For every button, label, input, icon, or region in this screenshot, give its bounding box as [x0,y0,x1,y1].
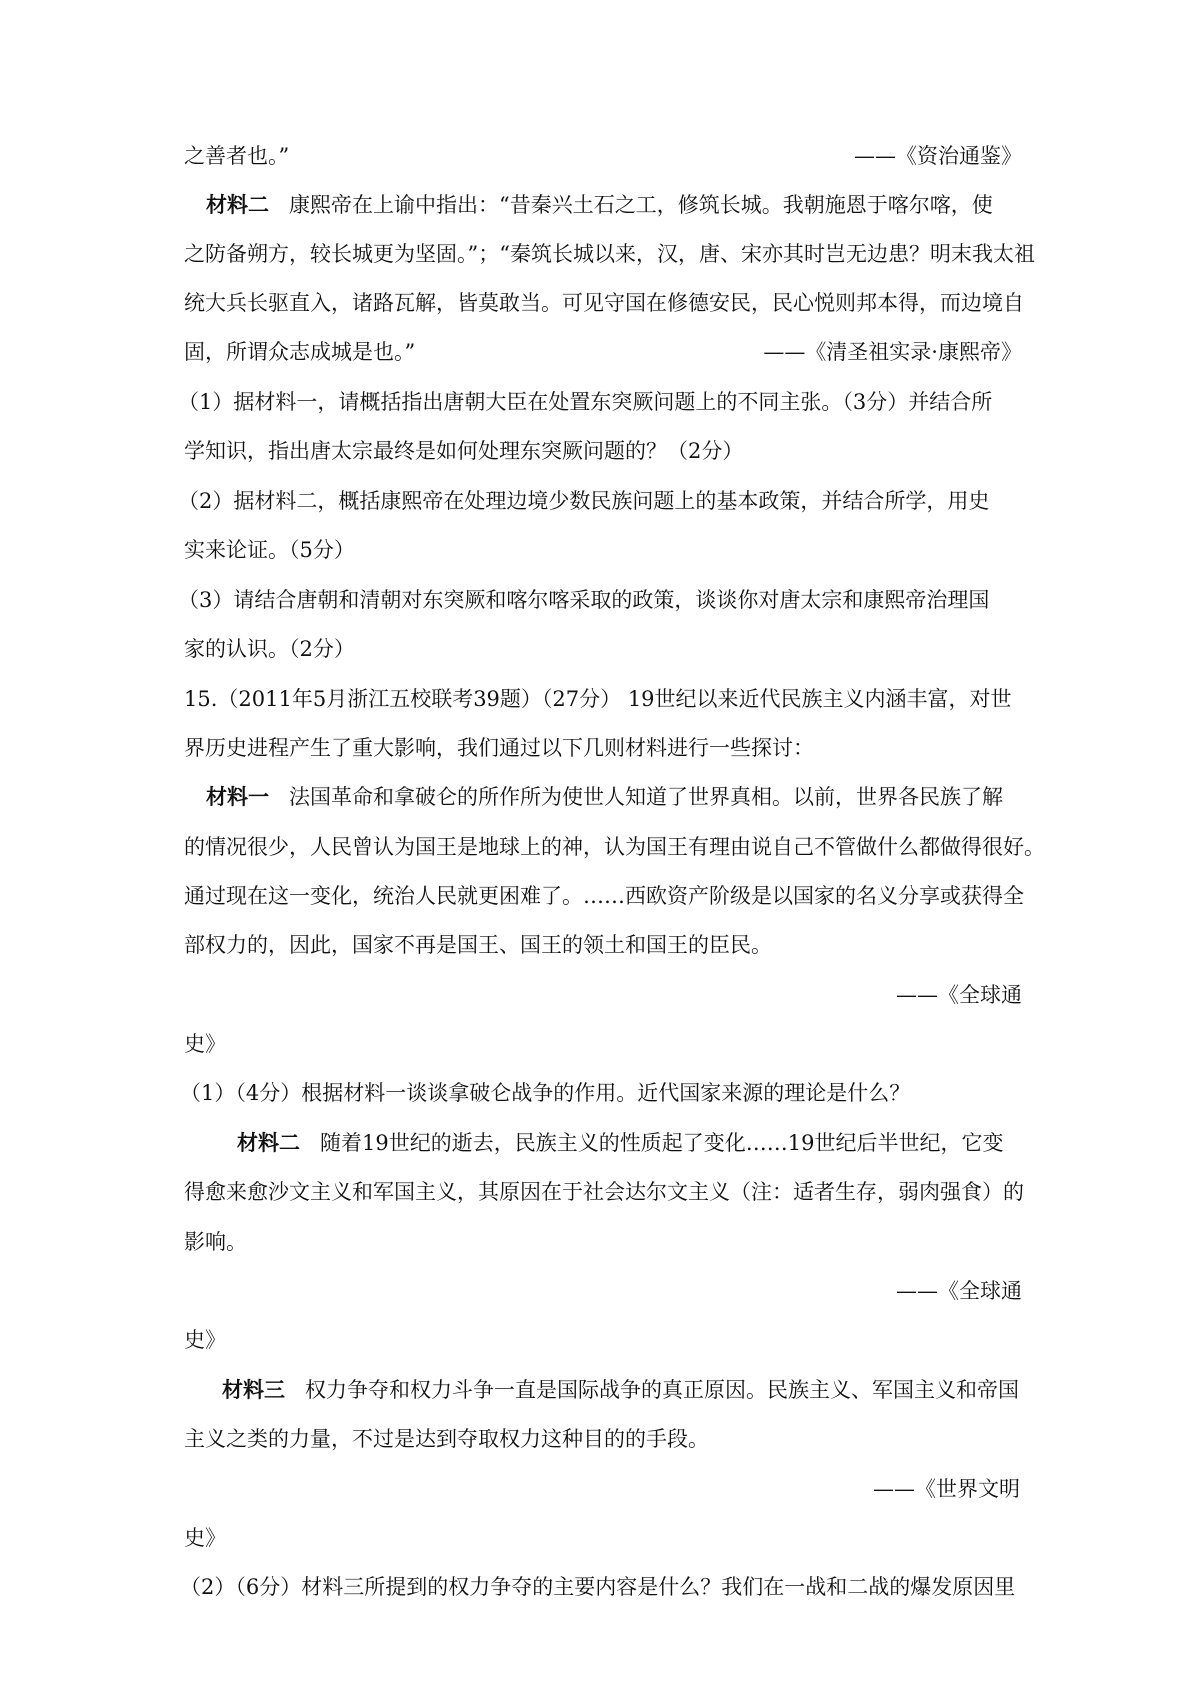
text-line: 实来论证。（5分） [184,538,355,562]
text-line: 通过现在这一变化，统治人民就更困难了。……西欧资产阶级是以国家的名义分享或获得全 [184,884,1024,908]
material-paragraph [237,1128,1024,1158]
text-line: 之防备朔方，较长城更为坚固。”；“秦筑长城以来，汉，唐、宋亦其时岂无边患？明末我太祖 [184,242,1035,266]
text-line: 统大兵长驱直入，诸路瓦解，皆莫敢当。可见守国在修德安民，民心悦则邦本得，而边境自 [184,291,1024,315]
material-paragraph [206,782,1024,812]
text-line: 权力争夺和权力斗争一直是国际战争的真正原因。民族主义、军国主义和帝国 [305,1378,1020,1402]
material-paragraph [222,1375,1024,1405]
text-line: 之善者也。” [184,144,290,168]
citation-continued: 史》 [184,1328,226,1352]
citation-continued: 史》 [184,1032,226,1056]
text-line: 主义之类的力量，不过是达到夺取权力这种目的的手段。 [184,1427,709,1451]
text-line: 界历史进程产生了重大影响，我们通过以下几则材料进行一些探讨： [184,736,814,760]
citation: ——《世界文明 [873,1477,1020,1501]
text-line: 康熙帝在上谕中指出：“昔秦兴土石之工，修筑长城。我朝施恩于喀尔喀，使 [289,193,993,217]
text-line: 固，所谓众志成城是也。” [184,340,416,364]
material-label: 材料三 [222,1377,285,1402]
citation: ——《全球通 [896,983,1022,1007]
question-2: （2）据材料二，概括康熙帝在处理边境少数民族问题上的基本政策，并结合所学，用史 [178,489,990,513]
question-15-2: （2）（6分）材料三所提到的权力争夺的主要内容是什么？我们在一战和二战的爆发原因里 [180,1575,1016,1599]
text-line: 部权力的，因此，国家不再是国王、国王的领土和国王的臣民。 [184,933,772,957]
citation: ——《资治通鉴》 [854,144,1022,168]
question-3: （3）请结合唐朝和清朝对东突厥和喀尔喀采取的政策，谈谈你对唐太宗和康熙帝治理国 [178,588,990,612]
citation: ——《全球通 [896,1279,1022,1303]
question-1: （1）据材料一，请概括指出唐朝大臣在处置东突厥问题上的不同主张。（3分）并结合所 [178,390,993,414]
question-15-1: （1）（4分）根据材料一谈谈拿破仑战争的作用。近代国家来源的理论是什么？ [180,1081,911,1105]
citation: ——《清圣祖实录·康熙帝》 [763,340,1022,364]
material-label: 材料二 [237,1130,300,1155]
text-line: 的情况很少，人民曾认为国王是地球上的神，认为国王有理由说自己不管做什么都做得很好。 [184,835,1045,859]
material-label: 材料一 [206,784,269,809]
material-paragraph [206,190,1024,220]
text-line: 得愈来愈沙文主义和军国主义，其原因在于社会达尔文主义（注：适者生存，弱肉强食）的 [184,1180,1024,1204]
citation-continued: 史》 [184,1526,226,1550]
material-label: 材料二 [206,192,269,217]
problem-15: 15.（2011年5月浙江五校联考39题）（27分） 19世纪以来近代民族主义内涵丰富，对世 [184,687,1012,711]
text-line: 影响。 [184,1230,247,1254]
text-line: 随着19世纪的逝去，民族主义的性质起了变化……19世纪后半世纪，它变 [320,1131,1004,1155]
text-line: 法国革命和拿破仑的所作所为使世人知道了世界真相。以前，世界各民族了解 [289,785,1004,809]
text-line: 学知识，指出唐太宗最终是如何处理东突厥问题的？（2分） [184,439,744,463]
text-line: 家的认识。（2分） [184,637,355,661]
